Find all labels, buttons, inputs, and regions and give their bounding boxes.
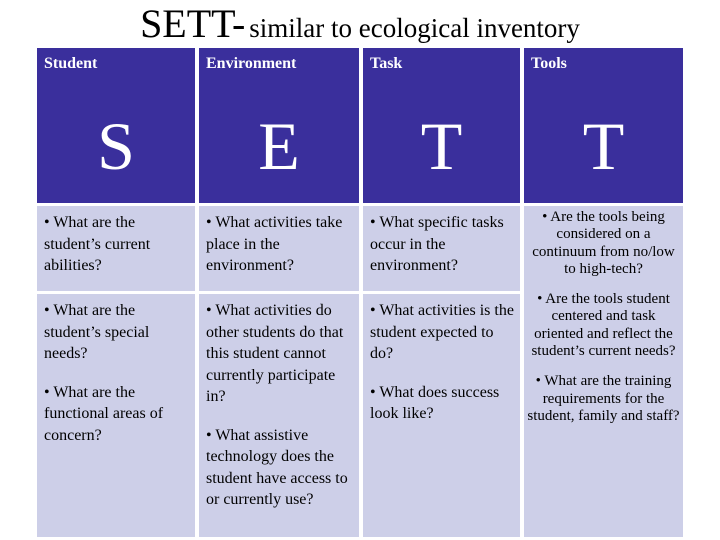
header-task	[363, 48, 520, 203]
sett-table	[37, 48, 683, 537]
environment-question: • What activities do other students do that this student cannot currently participate in?	[206, 302, 344, 405]
letter-t-task: T	[420, 108, 463, 184]
task-cell-2	[363, 294, 520, 537]
header-tools	[524, 48, 683, 203]
letter-s: S	[97, 108, 135, 184]
student-question: • What are the functional areas of concern?	[44, 383, 164, 444]
tools-cell	[524, 206, 683, 537]
task-question: • What activities is the student expected to do?	[370, 302, 514, 362]
environment-question: • What activities take place in the environment?	[206, 214, 343, 274]
header-label-tools: Tools	[531, 55, 567, 72]
slide-title	[0, 1, 720, 53]
header-label-student: Student	[44, 55, 98, 72]
letter-e: E	[258, 108, 300, 184]
header-student	[37, 48, 195, 203]
environment-cell-1	[199, 206, 359, 291]
header-label-task: Task	[370, 55, 403, 72]
tools-question: • What are the training requirements for the student, family and staff?	[527, 373, 680, 424]
student-question: • What are the student’s current abilities?	[44, 214, 151, 274]
student-cell-1	[37, 206, 195, 291]
environment-question: • What assistive technology does the student have access to or currently use?	[206, 426, 348, 508]
student-question: • What are the student’s special needs?	[44, 302, 150, 362]
task-cell-1	[363, 206, 520, 291]
task-question: • What does success look like?	[370, 383, 500, 422]
title-subtitle: similar to ecological inventory	[249, 13, 580, 43]
header-label-environment: Environment	[206, 55, 297, 72]
tools-question: • Are the tools being considered on a continuum from no/low to high-tech?	[532, 209, 675, 277]
tools-question: • Are the tools student centered and task oriented and reflect the student’s current needs?	[531, 291, 676, 360]
title-main: SETT-	[140, 1, 246, 46]
environment-cell-2	[199, 294, 359, 537]
student-cell-2	[37, 294, 195, 537]
header-environment	[199, 48, 359, 203]
task-question: • What specific tasks occur in the environment?	[370, 214, 504, 274]
letter-t-tools: T	[582, 108, 625, 184]
